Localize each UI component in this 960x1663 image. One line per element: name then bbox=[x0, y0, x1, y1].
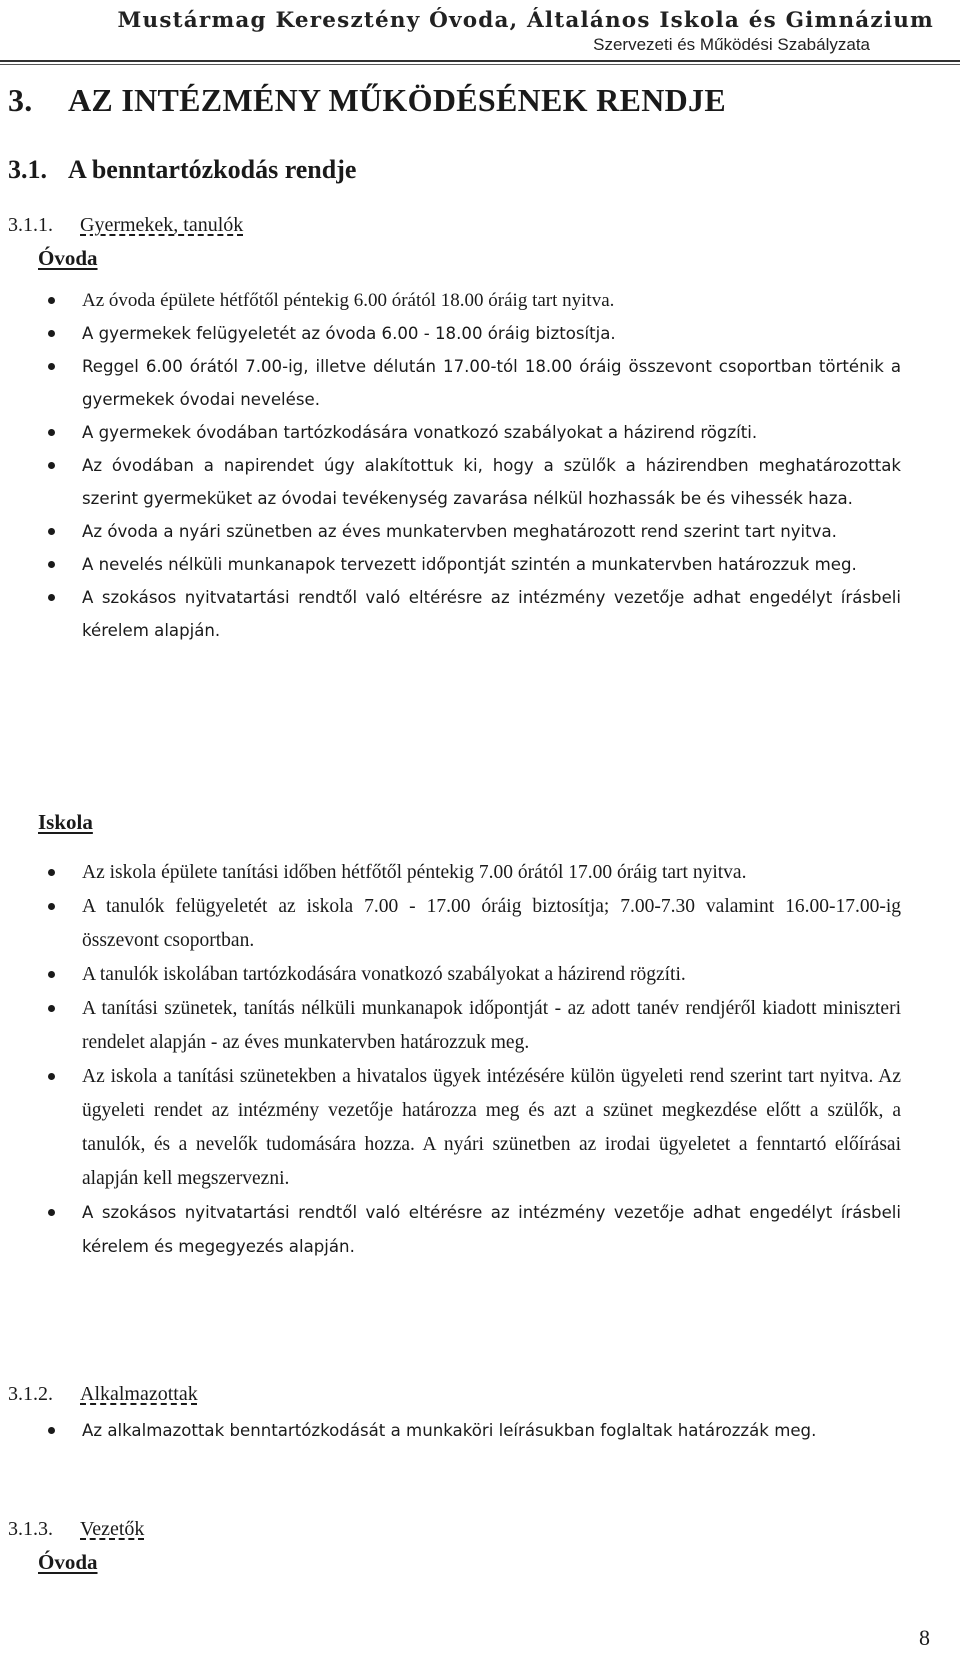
vezetok-ovoda-label: Óvoda bbox=[38, 1550, 98, 1574]
list-item: A tanulók felügyeletét az iskola 7.00 - 17.00 óráig biztosítja; 7.00-7.30 valamint 16.00-17.00-ig összevont csoportban. bbox=[0, 890, 960, 958]
header-rule-thin bbox=[0, 64, 960, 65]
bullet-icon bbox=[48, 1073, 55, 1080]
header-rule bbox=[0, 60, 960, 62]
iskola-list bbox=[0, 856, 960, 1264]
list-item: Az alkalmazottak benntartózkodását a munkaköri leírásukban foglaltak határozzák meg. bbox=[0, 1414, 960, 1447]
list-item: A szokásos nyitvatartási rendtől való eltérésre az intézmény vezetője adhat engedélyt írásbeli kérelem és megegyezés alapján. bbox=[0, 1196, 960, 1264]
heading-title: Alkalmazottak bbox=[80, 1383, 198, 1405]
list-item: A szokásos nyitvatartási rendtől való eltérésre az intézmény vezetője adhat engedélyt írásbeli kérelem alapján. bbox=[0, 581, 960, 647]
bullet-icon bbox=[48, 903, 55, 910]
bullet-icon bbox=[48, 561, 55, 568]
header-subtitle: Szervezeti és Működési Szabályzata bbox=[593, 35, 870, 54]
bullet-icon bbox=[48, 1209, 55, 1216]
bullet-icon bbox=[48, 363, 55, 370]
list-item: A gyermekek óvodában tartózkodására vonatkozó szabályokat a házirend rögzíti. bbox=[0, 416, 960, 449]
heading-title: Gyermekek, tanulók bbox=[80, 214, 244, 236]
page-header bbox=[26, 8, 934, 56]
heading-3-1-1 bbox=[8, 211, 243, 239]
alkalmazottak-list bbox=[0, 1414, 960, 1447]
bullet-icon bbox=[48, 971, 55, 978]
bullet-icon bbox=[48, 462, 55, 469]
bullet-icon bbox=[48, 1427, 55, 1434]
bullet-icon bbox=[48, 1005, 55, 1012]
section-heading bbox=[8, 80, 726, 120]
heading-3-1-3 bbox=[8, 1515, 144, 1543]
header-title: Mustármag Keresztény Óvoda, Általános Iskola és Gimnázium bbox=[117, 8, 934, 33]
heading-title: Vezetők bbox=[80, 1518, 145, 1540]
heading-number: 3.1.3. bbox=[8, 1518, 53, 1540]
bullet-icon bbox=[48, 330, 55, 337]
list-item: A gyermekek felügyeletét az óvoda 6.00 - 18.00 óráig biztosítja. bbox=[0, 317, 960, 350]
heading-number: 3.1.1. bbox=[8, 214, 53, 236]
subsection-heading bbox=[8, 153, 356, 187]
list-item: Az iskola épülete tanítási időben hétfőtől péntekig 7.00 órától 17.00 óráig tart nyitva. bbox=[0, 856, 960, 890]
list-item: A tanulók iskolában tartózkodására vonatkozó szabályokat a házirend rögzíti. bbox=[0, 958, 960, 992]
list-item: A nevelés nélküli munkanapok tervezett időpontját szintén a munkatervben határozzuk meg. bbox=[0, 548, 960, 581]
heading-3-1-2 bbox=[8, 1380, 198, 1408]
bullet-icon bbox=[48, 528, 55, 535]
subsection-title: A benntartózkodás rendje bbox=[68, 155, 357, 184]
bullet-icon bbox=[48, 869, 55, 876]
ovoda-list bbox=[0, 284, 960, 647]
bullet-icon bbox=[48, 297, 55, 304]
page-number: 8 bbox=[919, 1625, 930, 1650]
heading-number: 3.1.2. bbox=[8, 1383, 53, 1405]
subsection-number: 3.1. bbox=[8, 155, 47, 184]
list-item: Az iskola a tanítási szünetekben a hivatalos ügyek intézésére külön ügyeleti rend szerint tart nyitva. Az ügyeleti rendet az intézmény vezetője határozza meg és azt a szünet megkezdése előtt a szülők, a tanulók, és a nevelők tudomására hozza. A nyári szünetben az irodai ügyeletet a fenntartó előírásai alapján kell megszervezni. bbox=[0, 1060, 960, 1196]
list-item: Az óvoda a nyári szünetben az éves munkatervben meghatározott rend szerint tart nyitva. bbox=[0, 515, 960, 548]
list-item: Reggel 6.00 órától 7.00-ig, illetve délután 17.00-tól 18.00 óráig összevont csoportban történik a gyermekek óvodai nevelése. bbox=[0, 350, 960, 416]
iskola-label: Iskola bbox=[38, 810, 93, 834]
list-item: A tanítási szünetek, tanítás nélküli munkanapok időpontját - az adott tanév rendjéről kiadott miniszteri rendelet alapján - az éves munkatervben határozzuk meg. bbox=[0, 992, 960, 1060]
list-item: Az óvodában a napirendet úgy alakítottuk ki, hogy a szülők a házirendben meghatározottak szerint gyermeküket az óvodai tevékenység zavarása nélkül hozhassák be és vihessék haza. bbox=[0, 449, 960, 515]
bullet-icon bbox=[48, 429, 55, 436]
section-title: AZ INTÉZMÉNY MŰKÖDÉSÉNEK RENDJE bbox=[68, 82, 726, 118]
bullet-icon bbox=[48, 594, 55, 601]
list-item: Az óvoda épülete hétfőtől péntekig 6.00 órától 18.00 óráig tart nyitva. bbox=[0, 284, 960, 317]
section-number: 3. bbox=[8, 82, 33, 118]
ovoda-label: Óvoda bbox=[38, 246, 98, 270]
